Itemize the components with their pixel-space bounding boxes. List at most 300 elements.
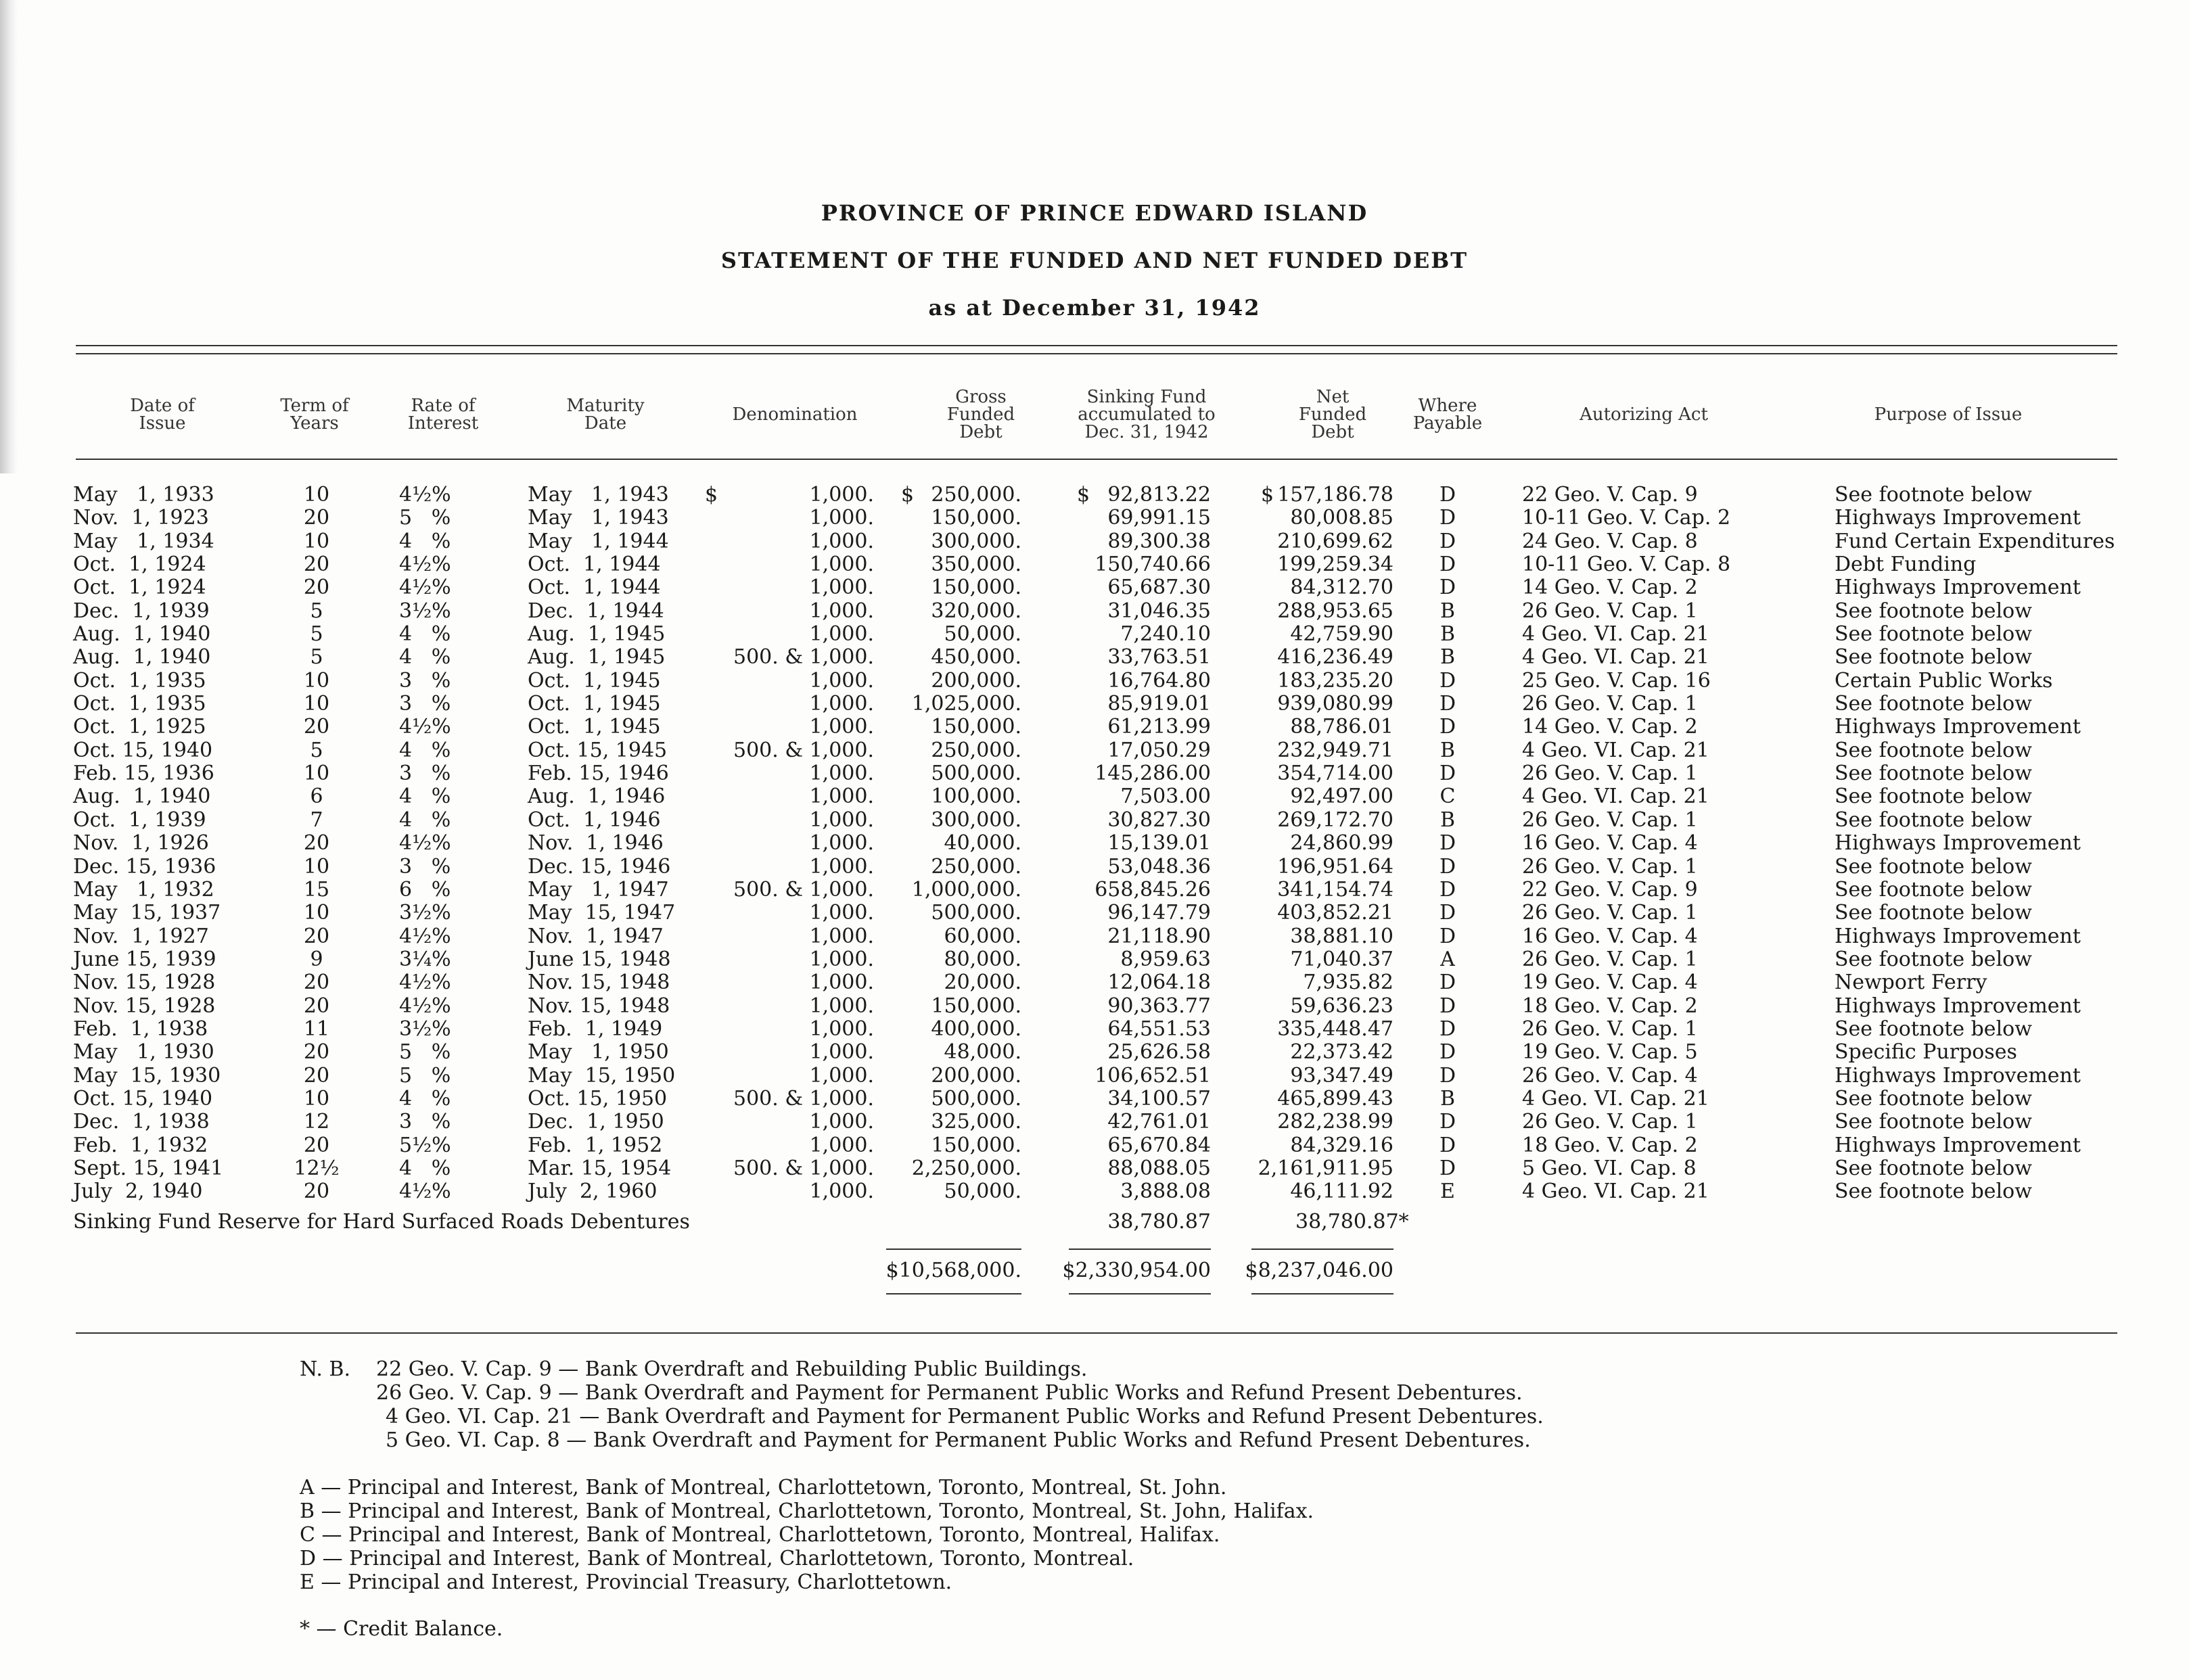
maturity-date-cell: Dec. 1, 1950: [528, 1110, 664, 1134]
where-payable-cell: D: [1439, 668, 1456, 693]
sinking-fund-cell: 89,300.38: [1107, 529, 1211, 553]
denomination-cell: 1,000.: [809, 831, 874, 856]
nb-line: 4 Geo. VI. Cap. 21 — Bank Overdraft and Payment for Permanent Public Works and Refund Present Debentures.: [386, 1405, 1544, 1428]
net-debt-cell: 92,497.00: [1290, 785, 1393, 809]
purpose-cell: See footnote below: [1835, 1086, 2032, 1111]
gross-debt-cell: 1,000,000.: [911, 877, 1021, 902]
sinking-fund-cell: 85,919.01: [1107, 692, 1211, 716]
sinking-fund-cell: 145,286.00: [1094, 762, 1211, 786]
issue-date-cell: Aug. 1, 1940: [73, 785, 211, 809]
sinking-fund-cell: 33,763.51: [1107, 645, 1211, 670]
net-debt-cell: 269,172.70: [1277, 808, 1393, 832]
where-payable-cell: D: [1439, 1110, 1456, 1134]
sinking-fund-cell: 64,551.53: [1107, 1017, 1211, 1041]
rate-cell: 4½%: [399, 715, 451, 739]
issue-date-cell: Oct. 1, 1924: [73, 576, 206, 600]
issue-date-cell: Feb. 1, 1938: [73, 1017, 208, 1041]
gross-debt-cell: 200,000.: [931, 1063, 1021, 1088]
maturity-date-cell: Oct. 1, 1946: [528, 808, 661, 832]
where-payable-cell: A: [1440, 947, 1455, 971]
rate-cell: 4 %: [399, 1156, 451, 1180]
term-cell: 5: [310, 645, 323, 670]
where-payable-cell: C: [1439, 785, 1456, 809]
table-row: [0, 1134, 2189, 1157]
term-cell: 12: [303, 1110, 330, 1134]
table-row: [0, 785, 2189, 808]
term-cell: 5: [310, 738, 323, 762]
term-cell: 20: [303, 924, 330, 948]
denomination-cell: 1,000.: [809, 901, 874, 925]
authorizing-act-cell: 19 Geo. V. Cap. 4: [1522, 971, 1698, 995]
where-payable-cell: B: [1439, 808, 1456, 832]
gross-debt-cell: 2,250,000.: [911, 1156, 1021, 1180]
maturity-date-cell: May 1, 1950: [528, 1040, 669, 1065]
title-statement: STATEMENT OF THE FUNDED AND NET FUNDED DEBT: [720, 248, 1469, 273]
table-row: [0, 856, 2189, 879]
maturity-date-cell: Oct. 1, 1945: [528, 692, 661, 716]
authorizing-act-cell: 10-11 Geo. V. Cap. 2: [1522, 506, 1731, 530]
maturity-date-cell: Aug. 1, 1945: [528, 622, 666, 647]
col-header-sinking: Sinking Fund accumulated to Dec. 31, 1942: [1078, 387, 1216, 442]
table-row: [0, 995, 2189, 1018]
authorizing-act-cell: 14 Geo. V. Cap. 2: [1522, 715, 1698, 739]
debt-table-body: [0, 484, 2189, 1204]
authorizing-act-cell: 4 Geo. VI. Cap. 21: [1522, 645, 1709, 670]
issue-date-cell: Aug. 1, 1940: [73, 645, 211, 670]
nb-line: 5 Geo. VI. Cap. 8 — Bank Overdraft and Payment for Permanent Public Works and Refund Present Debentures.: [386, 1428, 1531, 1452]
issue-date-cell: Oct. 1, 1925: [73, 715, 206, 739]
issue-date-cell: May 1, 1934: [73, 529, 214, 553]
authorizing-act-cell: 22 Geo. V. Cap. 9: [1522, 483, 1698, 507]
total-gross: $10,568,000.: [885, 1259, 1021, 1282]
authorizing-act-cell: 10-11 Geo. V. Cap. 8: [1522, 553, 1731, 577]
issue-date-cell: Dec. 1, 1938: [73, 1110, 210, 1134]
nb-line: 26 Geo. V. Cap. 9 — Bank Overdraft and Payment for Permanent Public Works and Refund Present Debentures.: [376, 1381, 1523, 1405]
authorizing-act-cell: 26 Geo. V. Cap. 1: [1522, 901, 1698, 925]
authorizing-act-cell: 26 Geo. V. Cap. 1: [1522, 1110, 1698, 1134]
gross-debt-cell: 150,000.: [931, 1133, 1021, 1157]
term-cell: 20: [303, 1180, 330, 1204]
net-debt-cell: 465,899.43: [1277, 1086, 1393, 1111]
maturity-date-cell: Dec. 15, 1946: [528, 854, 671, 879]
maturity-date-cell: Aug. 1, 1945: [528, 645, 666, 670]
sinking-fund-cell: 106,652.51: [1094, 1063, 1211, 1088]
table-row: [0, 902, 2189, 925]
authorizing-act-cell: 18 Geo. V. Cap. 2: [1522, 1133, 1698, 1157]
rate-cell: 3½%: [399, 599, 451, 623]
title-date: as at December 31, 1942: [928, 295, 1261, 321]
sinking-fund-cell: 53,048.36: [1107, 854, 1211, 879]
gross-debt-cell: 50,000.: [944, 1180, 1021, 1204]
title-province: PROVINCE OF PRINCE EDWARD ISLAND: [821, 200, 1368, 226]
sinking-fund-cell: 65,670.84: [1107, 1133, 1211, 1157]
col-header-gross: Gross Funded Debt: [946, 387, 1015, 442]
rate-cell: 4 %: [399, 785, 451, 809]
table-row: [0, 1041, 2189, 1064]
where-payable-cell: B: [1439, 645, 1456, 670]
denomination-cell: 1,000.: [809, 1110, 874, 1134]
purpose-cell: Debt Funding: [1835, 553, 1977, 577]
col-header-net: Net Funded Debt: [1298, 387, 1367, 442]
maturity-date-cell: Feb. 1, 1952: [528, 1133, 663, 1157]
where-payable-cell: B: [1439, 599, 1456, 623]
table-row: [0, 623, 2189, 646]
purpose-cell: Fund Certain Expenditures: [1835, 529, 2115, 553]
issue-date-cell: Sept. 15, 1941: [73, 1156, 224, 1180]
gross-debt-cell: 150,000.: [931, 576, 1021, 600]
gross-debt-cell: 100,000.: [931, 785, 1021, 809]
net-debt-cell: 93,347.49: [1290, 1063, 1393, 1088]
net-debt-cell: 84,312.70: [1290, 576, 1393, 600]
issue-date-cell: Feb. 1, 1932: [73, 1133, 208, 1157]
sinking-fund-cell: 69,991.15: [1107, 506, 1211, 530]
where-payable-cell: D: [1439, 483, 1456, 507]
denomination-cell: 500. & 1,000.: [733, 1086, 874, 1111]
rate-cell: 3¼%: [399, 947, 451, 971]
rate-cell: 5 %: [399, 506, 451, 530]
denomination-cell: 500. & 1,000.: [733, 1156, 874, 1180]
term-cell: 10: [303, 1086, 330, 1111]
where-payable-cell: D: [1439, 831, 1456, 856]
where-payable-cell: D: [1439, 715, 1456, 739]
table-row: [0, 832, 2189, 855]
term-cell: 20: [303, 971, 330, 995]
authorizing-act-cell: 22 Geo. V. Cap. 9: [1522, 877, 1698, 902]
maturity-date-cell: Oct. 1, 1945: [528, 668, 661, 693]
net-total-underline: [1251, 1293, 1393, 1294]
gross-debt-cell: 50,000.: [944, 622, 1021, 647]
issue-date-cell: May 15, 1930: [73, 1063, 221, 1088]
sinking-fund-cell: 25,626.58: [1107, 1040, 1211, 1065]
maturity-date-cell: May 1, 1943: [528, 506, 669, 530]
authorizing-act-cell: 25 Geo. V. Cap. 16: [1522, 668, 1711, 693]
authorizing-act-cell: 4 Geo. VI. Cap. 21: [1522, 1086, 1709, 1111]
net-debt-cell: 183,235.20: [1277, 668, 1393, 693]
denomination-cell: 1,000.: [809, 1063, 874, 1088]
gross-debt-cell: 80,000.: [944, 947, 1021, 971]
col-header-term: Term of Years: [280, 396, 349, 434]
gross-debt-cell: 48,000.: [944, 1040, 1021, 1065]
issue-date-cell: Oct. 1, 1924: [73, 553, 206, 577]
issue-date-cell: May 15, 1937: [73, 901, 221, 925]
dollar-sign: $: [901, 483, 915, 507]
purpose-cell: See footnote below: [1835, 692, 2032, 716]
purpose-cell: See footnote below: [1835, 1156, 2032, 1180]
maturity-date-cell: Nov. 1, 1947: [528, 924, 664, 948]
issue-date-cell: Oct. 1, 1935: [73, 692, 206, 716]
dollar-sign: $: [1077, 483, 1090, 507]
maturity-date-cell: Nov. 1, 1946: [528, 831, 664, 856]
denomination-cell: 1,000.: [809, 854, 874, 879]
rate-cell: 5½%: [399, 1133, 451, 1157]
where-payable-cell: D: [1439, 877, 1456, 902]
sinking-fund-cell: 3,888.08: [1120, 1180, 1211, 1204]
term-cell: 9: [310, 947, 323, 971]
authorizing-act-cell: 26 Geo. V. Cap. 1: [1522, 1017, 1698, 1041]
term-cell: 7: [310, 808, 323, 832]
gross-debt-cell: 150,000.: [931, 994, 1021, 1018]
authorizing-act-cell: 26 Geo. V. Cap. 1: [1522, 762, 1698, 786]
table-row: [0, 530, 2189, 553]
sinking-fund-cell: 88,088.05: [1107, 1156, 1211, 1180]
authorizing-act-cell: 26 Geo. V. Cap. 4: [1522, 1063, 1698, 1088]
issue-date-cell: Nov. 15, 1928: [73, 994, 216, 1018]
net-debt-cell: 282,238.99: [1277, 1110, 1393, 1134]
sinking-fund-cell: 30,827.30: [1107, 808, 1211, 832]
denomination-cell: 1,000.: [809, 1180, 874, 1204]
col-header-denomination: Denomination: [732, 404, 858, 425]
purpose-cell: See footnote below: [1835, 1017, 2032, 1041]
purpose-cell: See footnote below: [1835, 1180, 2032, 1204]
denomination-cell: 1,000.: [809, 971, 874, 995]
authorizing-act-cell: 26 Geo. V. Cap. 1: [1522, 947, 1698, 971]
rate-cell: 3 %: [399, 668, 451, 693]
sinking-fund-cell: 90,363.77: [1107, 994, 1211, 1018]
col-header-act: Autorizing Act: [1580, 404, 1708, 425]
denomination-cell: 1,000.: [809, 715, 874, 739]
total-net: $8,237,046.00: [1245, 1259, 1393, 1282]
purpose-cell: Specific Purposes: [1835, 1040, 2017, 1065]
net-debt-cell: 88,786.01: [1290, 715, 1393, 739]
maturity-date-cell: Aug. 1, 1946: [528, 785, 666, 809]
denomination-cell: 1,000.: [809, 994, 874, 1018]
top-rule-second: [76, 353, 2117, 354]
where-payable-cell: D: [1439, 762, 1456, 786]
gross-debt-cell: 150,000.: [931, 506, 1021, 530]
purpose-cell: Highways Improvement: [1835, 831, 2081, 856]
where-payable-cell: E: [1440, 1180, 1455, 1204]
net-debt-cell: 59,636.23: [1290, 994, 1393, 1018]
col-header-payable: Where Payable: [1412, 396, 1483, 434]
sinking-fund-cell: 15,139.01: [1107, 831, 1211, 856]
sinking-fund-cell: 34,100.57: [1107, 1086, 1211, 1111]
issue-date-cell: Oct. 15, 1940: [73, 738, 213, 762]
purpose-cell: See footnote below: [1835, 785, 2032, 809]
term-cell: 20: [303, 1063, 330, 1088]
credit-balance-note: * — Credit Balance.: [300, 1617, 503, 1641]
term-cell: 11: [303, 1017, 330, 1041]
table-row: [0, 600, 2189, 623]
issue-date-cell: May 1, 1932: [73, 877, 214, 902]
denomination-cell: 1,000.: [809, 529, 874, 553]
purpose-cell: See footnote below: [1835, 1110, 2032, 1134]
denomination-cell: 1,000.: [809, 576, 874, 600]
legend-item: C — Principal and Interest, Bank of Montreal, Charlottetown, Toronto, Montreal, Halifax.: [300, 1523, 1220, 1547]
gross-debt-cell: 200,000.: [931, 668, 1021, 693]
table-row: [0, 646, 2189, 669]
purpose-cell: See footnote below: [1835, 762, 2032, 786]
rate-cell: 4½%: [399, 1180, 451, 1204]
authorizing-act-cell: 26 Geo. V. Cap. 1: [1522, 854, 1698, 879]
rate-cell: 3 %: [399, 1110, 451, 1134]
rate-cell: 4½%: [399, 553, 451, 577]
where-payable-cell: D: [1439, 506, 1456, 530]
issue-date-cell: June 15, 1939: [73, 947, 216, 971]
rate-cell: 4 %: [399, 645, 451, 670]
table-row: [0, 716, 2189, 739]
net-debt-cell: 196,951.64: [1277, 854, 1393, 879]
sinking-total-underline: [1069, 1293, 1211, 1294]
issue-date-cell: Oct. 15, 1940: [73, 1086, 213, 1111]
sinking-fund-cell: 8,959.63: [1120, 947, 1211, 971]
term-cell: 15: [303, 877, 330, 902]
net-debt-cell: 232,949.71: [1277, 738, 1393, 762]
purpose-cell: Highways Improvement: [1835, 994, 2081, 1018]
total-sinking: $2,330,954.00: [1062, 1259, 1211, 1282]
table-row: [0, 762, 2189, 785]
gross-debt-cell: 150,000.: [931, 715, 1021, 739]
gross-debt-cell: 300,000.: [931, 529, 1021, 553]
legend-item: D — Principal and Interest, Bank of Montreal, Charlottetown, Toronto, Montreal.: [300, 1547, 1134, 1570]
where-payable-cell: D: [1439, 924, 1456, 948]
purpose-cell: See footnote below: [1835, 483, 2032, 507]
legend-item: E — Principal and Interest, Provincial Treasury, Charlottetown.: [300, 1570, 952, 1594]
col-header-date: Date of Issue: [130, 396, 195, 434]
where-payable-cell: D: [1439, 1017, 1456, 1041]
denomination-cell: 500. & 1,000.: [733, 738, 874, 762]
term-cell: 20: [303, 576, 330, 600]
sinking-fund-cell: 42,761.01: [1107, 1110, 1211, 1134]
authorizing-act-cell: 4 Geo. VI. Cap. 21: [1522, 622, 1709, 647]
top-rule: [76, 345, 2117, 346]
sinking-fund-cell: 12,064.18: [1107, 971, 1211, 995]
where-payable-cell: D: [1439, 1040, 1456, 1065]
net-debt-cell: 7,935.82: [1303, 971, 1393, 995]
gross-sum-rule: [886, 1249, 1021, 1250]
net-debt-cell: 2,161,911.95: [1258, 1156, 1393, 1180]
issue-date-cell: Dec. 15, 1936: [73, 854, 216, 879]
denomination-cell: 1,000.: [809, 692, 874, 716]
table-row: [0, 576, 2189, 599]
reserve-label: Sinking Fund Reserve for Hard Surfaced Roads Debentures: [73, 1210, 690, 1234]
term-cell: 20: [303, 506, 330, 530]
sinking-fund-cell: 150,740.66: [1094, 553, 1211, 577]
gross-debt-cell: 300,000.: [931, 808, 1021, 832]
net-debt-cell: 354,714.00: [1277, 762, 1393, 786]
net-debt-cell: 416,236.49: [1277, 645, 1393, 670]
denomination-cell: 500. & 1,000.: [733, 877, 874, 902]
net-debt-cell: 199,259.34: [1277, 553, 1393, 577]
issue-date-cell: Oct. 1, 1935: [73, 668, 206, 693]
dollar-sign: $: [705, 483, 718, 507]
purpose-cell: Highways Improvement: [1835, 576, 2081, 600]
where-payable-cell: D: [1439, 901, 1456, 925]
table-row: [0, 507, 2189, 530]
rate-cell: 5 %: [399, 1063, 451, 1088]
table-row: [0, 948, 2189, 971]
gross-debt-cell: 320,000.: [931, 599, 1021, 623]
authorizing-act-cell: 16 Geo. V. Cap. 4: [1522, 924, 1698, 948]
reserve-sinking: 38,780.87: [1107, 1210, 1211, 1234]
term-cell: 20: [303, 994, 330, 1018]
rate-cell: 6 %: [399, 877, 451, 902]
maturity-date-cell: May 1, 1944: [528, 529, 669, 553]
sinking-fund-cell: 65,687.30: [1107, 576, 1211, 600]
purpose-cell: See footnote below: [1835, 901, 2032, 925]
sinking-fund-cell: 658,845.26: [1094, 877, 1211, 902]
rate-cell: 3½%: [399, 1017, 451, 1041]
rate-cell: 4 %: [399, 529, 451, 553]
gross-debt-cell: 20,000.: [944, 971, 1021, 995]
maturity-date-cell: Dec. 1, 1944: [528, 599, 664, 623]
table-row: [0, 1111, 2189, 1134]
sinking-fund-cell: 7,240.10: [1120, 622, 1211, 647]
legend-item: B — Principal and Interest, Bank of Montreal, Charlottetown, Toronto, Montreal, St. John, Halifax.: [300, 1499, 1314, 1523]
issue-date-cell: May 1, 1933: [73, 483, 214, 507]
sinking-fund-cell: 61,213.99: [1107, 715, 1211, 739]
col-header-maturity: Maturity Date: [566, 396, 645, 434]
rate-cell: 3 %: [399, 854, 451, 879]
maturity-date-cell: Feb. 1, 1949: [528, 1017, 663, 1041]
purpose-cell: See footnote below: [1835, 738, 2032, 762]
maturity-date-cell: Oct. 15, 1950: [528, 1086, 668, 1111]
authorizing-act-cell: 26 Geo. V. Cap. 1: [1522, 692, 1698, 716]
gross-debt-cell: 250,000.: [931, 483, 1021, 507]
net-debt-cell: 22,373.42: [1290, 1040, 1393, 1065]
dollar-sign: $: [1261, 483, 1274, 507]
table-row: [0, 971, 2189, 994]
where-payable-cell: D: [1439, 576, 1456, 600]
rate-cell: 4½%: [399, 831, 451, 856]
authorizing-act-cell: 4 Geo. VI. Cap. 21: [1522, 785, 1709, 809]
authorizing-act-cell: 18 Geo. V. Cap. 2: [1522, 994, 1698, 1018]
term-cell: 10: [303, 483, 330, 507]
denomination-cell: 1,000.: [809, 808, 874, 832]
table-row: [0, 1018, 2189, 1041]
table-row: [0, 1157, 2189, 1180]
where-payable-cell: D: [1439, 854, 1456, 879]
denomination-cell: 1,000.: [809, 506, 874, 530]
legend-item: A — Principal and Interest, Bank of Montreal, Charlottetown, Toronto, Montreal, St. John.: [300, 1476, 1227, 1499]
term-cell: 20: [303, 553, 330, 577]
term-cell: 20: [303, 715, 330, 739]
term-cell: 20: [303, 1133, 330, 1157]
rate-cell: 4 %: [399, 622, 451, 647]
rate-cell: 4½%: [399, 994, 451, 1018]
issue-date-cell: Dec. 1, 1939: [73, 599, 210, 623]
authorizing-act-cell: 4 Geo. VI. Cap. 21: [1522, 738, 1709, 762]
table-row: [0, 484, 2189, 507]
issue-date-cell: Nov. 1, 1923: [73, 506, 209, 530]
table-row: [0, 879, 2189, 902]
where-payable-cell: D: [1439, 1063, 1456, 1088]
rate-cell: 3 %: [399, 692, 451, 716]
purpose-cell: See footnote below: [1835, 645, 2032, 670]
where-payable-cell: D: [1439, 994, 1456, 1018]
header-rule: [76, 459, 2117, 460]
term-cell: 5: [310, 599, 323, 623]
where-payable-cell: D: [1439, 553, 1456, 577]
term-cell: 20: [303, 831, 330, 856]
purpose-cell: See footnote below: [1835, 877, 2032, 902]
authorizing-act-cell: 26 Geo. V. Cap. 1: [1522, 599, 1698, 623]
gross-debt-cell: 500,000.: [931, 762, 1021, 786]
term-cell: 20: [303, 1040, 330, 1065]
table-row: [0, 739, 2189, 762]
sinking-fund-cell: 21,118.90: [1107, 924, 1211, 948]
where-payable-cell: B: [1439, 738, 1456, 762]
net-debt-cell: 157,186.78: [1277, 483, 1393, 507]
net-debt-cell: 403,852.21: [1277, 901, 1393, 925]
where-payable-cell: D: [1439, 1156, 1456, 1180]
issue-date-cell: July 2, 1940: [73, 1180, 203, 1204]
issue-date-cell: May 1, 1930: [73, 1040, 214, 1065]
purpose-cell: See footnote below: [1835, 808, 2032, 832]
maturity-date-cell: June 15, 1948: [528, 947, 671, 971]
table-row: [0, 1088, 2189, 1111]
maturity-date-cell: Nov. 15, 1948: [528, 971, 670, 995]
sinking-fund-cell: 7,503.00: [1120, 785, 1211, 809]
